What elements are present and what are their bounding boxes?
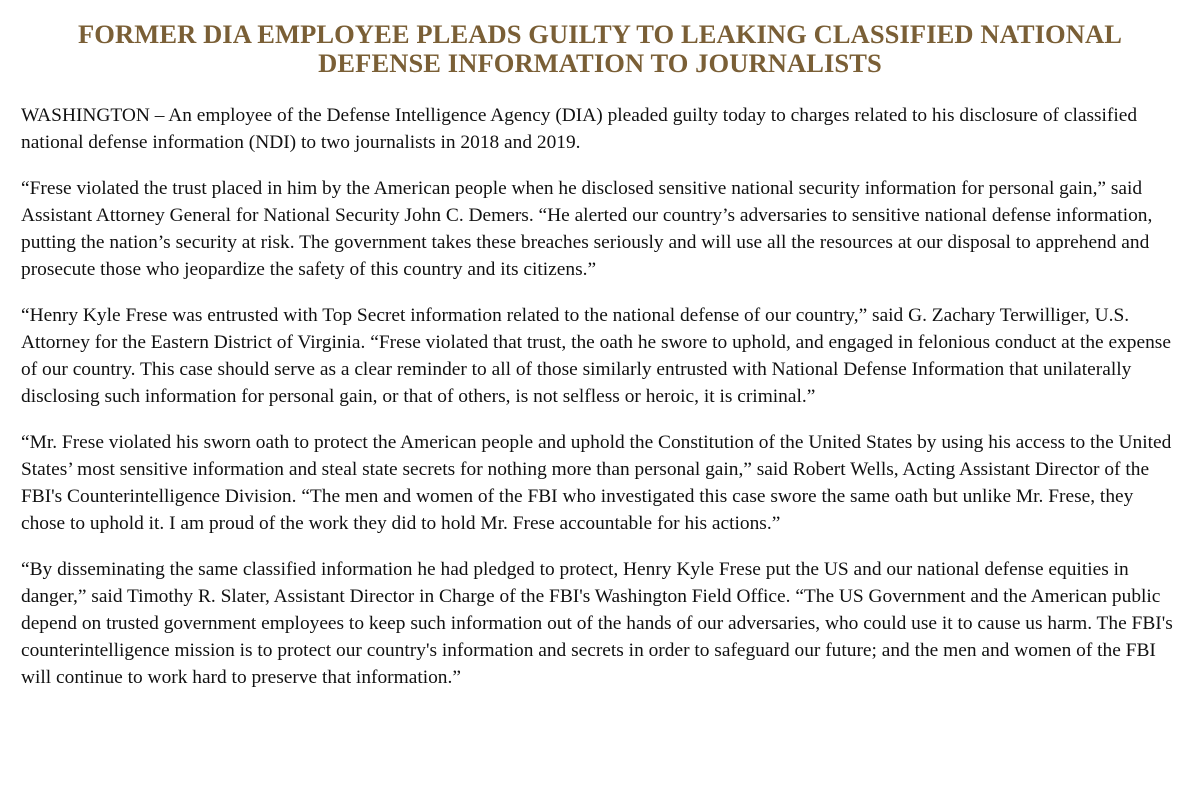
page-title: FORMER DIA EMPLOYEE PLEADS GUILTY TO LEAKING CLASSIFIED NATIONAL DEFENSE INFORMATION TO JOURNALISTS <box>77 19 1123 78</box>
paragraph-slater-quote: “By disseminating the same classified information he had pledged to protect, Henry Kyle Frese put the US and our national defense equities in danger,” said Timothy R. Slater, Assistant Director in Charge of the FBI's Washington Field Office. “The US Government and the American public depend on trusted government employees to keep such information out of the hands of our adversaries, who could use it to cause us harm. The FBI's counterintelligence mission is to protect our country's information and secrets in order to safeguard our future; and the men and women of the FBI will continue to work hard to preserve that information.” <box>21 559 1173 688</box>
paragraph-wells-quote: “Mr. Frese violated his sworn oath to protect the American people and uphold the Constitution of the United States by using his access to the United States’ most sensitive information and steal state secrets for nothing more than personal gain,” said Robert Wells, Acting Assistant Director of the FBI's Counterintelligence Division. “The men and women of the FBI who investigated this case swore the same oath but unlike Mr. Frese, they chose to uphold it. I am proud of the work they did to hold Mr. Frese accountable for his actions.” <box>21 432 1172 534</box>
paragraph-demers-quote: “Frese violated the trust placed in him by the American people when he disclosed sensitive national security information for personal gain,” said Assistant Attorney General for National Security John C. Demers. “He alerted our country’s adversaries to sensitive national defense information, putting the nation’s security at risk. The government takes these breaches seriously and will use all the resources at our disposal to apprehend and prosecute those who jeopardize the safety of this country and its citizens.” <box>21 178 1153 280</box>
article-body <box>21 102 1179 691</box>
paragraph-terwilliger-quote: “Henry Kyle Frese was entrusted with Top Secret information related to the national defense of our country,” said G. Zachary Terwilliger, U.S. Attorney for the Eastern District of Virginia. “Frese violated that trust, the oath he swore to uphold, and engaged in felonious conduct at the expense of our country. This case should serve as a clear reminder to all of those similarly entrusted with National Defense Information that unilaterally disclosing such information for personal gain, or that of others, is not selfless or heroic, it is criminal.” <box>21 305 1171 407</box>
paragraph-intro: WASHINGTON – An employee of the Defense Intelligence Agency (DIA) pleaded guilty today to charges related to his disclosure of classified national defense information (NDI) to two journalists in 2018 and 2019. <box>21 105 1138 153</box>
